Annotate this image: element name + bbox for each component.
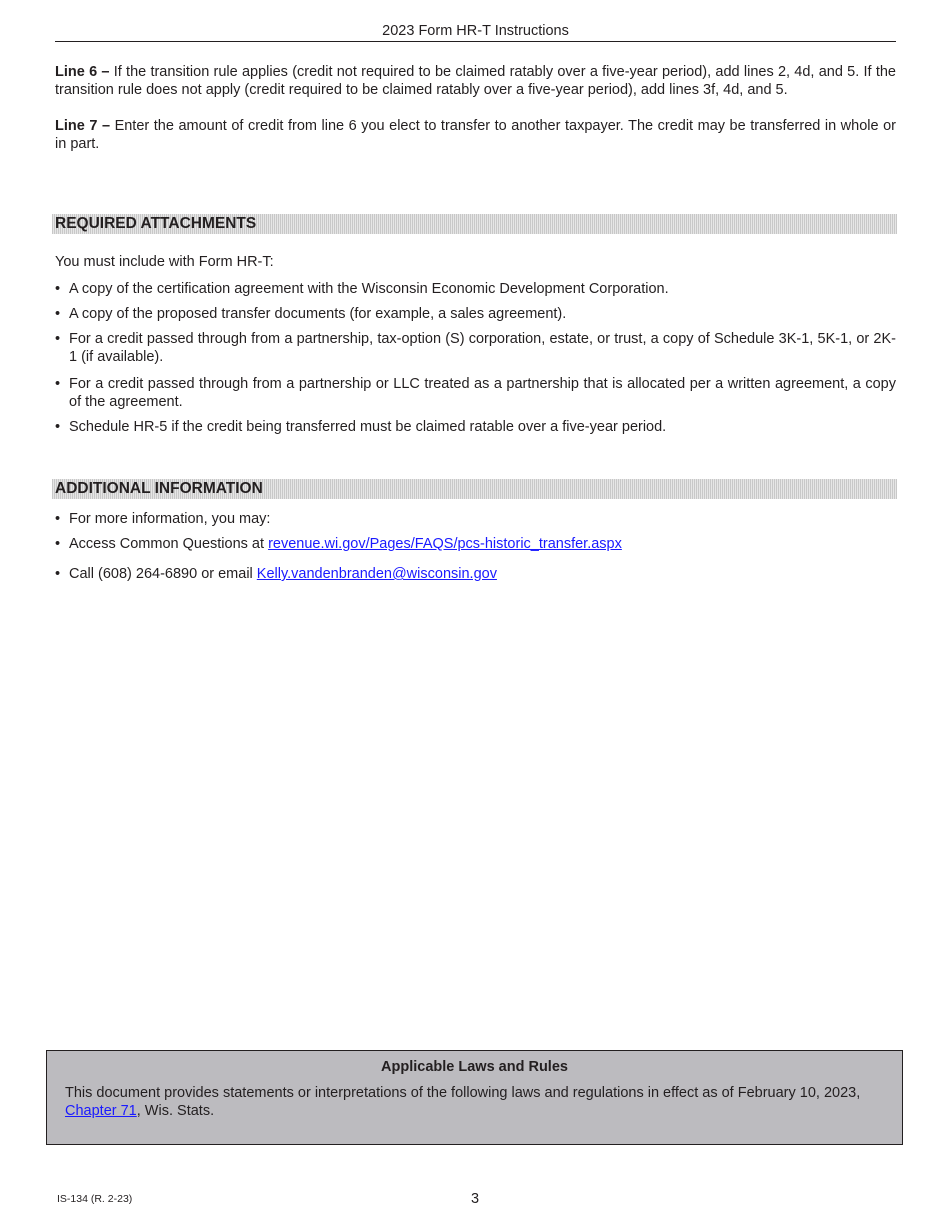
attachment-item <box>55 375 896 411</box>
laws-title: Applicable Laws and Rules <box>381 1059 568 1075</box>
attachments-intro: You must include with Form HR-T: <box>55 254 274 270</box>
bullet-icon: • <box>55 536 61 552</box>
additional-information-heading: ADDITIONAL INFORMATION <box>52 479 897 499</box>
line-6-paragraph <box>55 63 896 99</box>
info-item-text: Access Common Questions at <box>69 536 269 552</box>
line-7-text: Enter the amount of credit from line 6 you elect to transfer to another taxpayer. The credit may be transferred in whole or in part. <box>55 118 896 152</box>
info-item <box>55 565 896 583</box>
form-id: IS-134 (R. 2-23) <box>57 1193 133 1205</box>
info-item <box>55 510 896 528</box>
line-7-label: Line 7 – <box>55 118 111 134</box>
attachment-item-text: A copy of the certification agreement with the Wisconsin Economic Development Corporation. <box>69 281 669 297</box>
attachment-item <box>55 280 896 298</box>
faq-link[interactable]: revenue.wi.gov/Pages/FAQS/pcs-historic_transfer.aspx <box>268 536 622 552</box>
laws-suffix: , Wis. Stats. <box>136 1103 215 1119</box>
line-6-text: If the transition rule applies (credit not required to be claimed ratably over a five-year period), add lines 2, 4d, and 5. If the transition rule does not apply (credit required to be claimed ratably over a five-year period), add lines 3f, 4d, and 5. <box>55 64 896 98</box>
page-header-title: 2023 Form HR-T Instructions <box>55 22 896 42</box>
line-7-paragraph <box>55 117 896 153</box>
laws-text <box>65 1084 885 1120</box>
page-number: 3 <box>470 1191 480 1207</box>
info-item-text: For more information, you may: <box>69 511 271 527</box>
applicable-laws-box <box>46 1050 903 1145</box>
bullet-icon: • <box>55 281 61 297</box>
line-6-label: Line 6 – <box>55 64 110 80</box>
required-attachments-heading: REQUIRED ATTACHMENTS <box>52 214 897 234</box>
bullet-icon: • <box>55 306 61 322</box>
attachment-item-text: A copy of the proposed transfer documents (for example, a sales agreement). <box>69 306 567 322</box>
email-link[interactable]: Kelly.vandenbranden@wisconsin.gov <box>256 566 497 582</box>
chapter-71-link[interactable]: Chapter 71 <box>65 1103 137 1119</box>
info-item <box>55 535 896 553</box>
attachment-item <box>55 305 896 323</box>
attachment-item <box>55 418 896 436</box>
attachment-item-text: Schedule HR-5 if the credit being transferred must be claimed ratable over a five-year period. <box>69 419 667 435</box>
bullet-icon: • <box>55 511 61 527</box>
bullet-icon: • <box>55 331 61 347</box>
bullet-icon: • <box>55 376 61 392</box>
info-item-text: Call (608) 264-6890 or email <box>69 566 257 582</box>
bullet-icon: • <box>55 566 61 582</box>
attachment-item-text: For a credit passed through from a partnership, tax-option (S) corporation, estate, or trust, a copy of Schedule 3K-1, 5K-1, or 2K-1 (if available). <box>69 331 896 365</box>
bullet-icon: • <box>55 419 61 435</box>
attachment-item <box>55 330 896 366</box>
attachment-item-text: For a credit passed through from a partnership or LLC treated as a partnership that is allocated per a written agreement, a copy of the agreement. <box>69 376 896 410</box>
laws-statement: This document provides statements or interpretations of the following laws and regulations in effect as of February 10, 2023, <box>65 1085 861 1101</box>
